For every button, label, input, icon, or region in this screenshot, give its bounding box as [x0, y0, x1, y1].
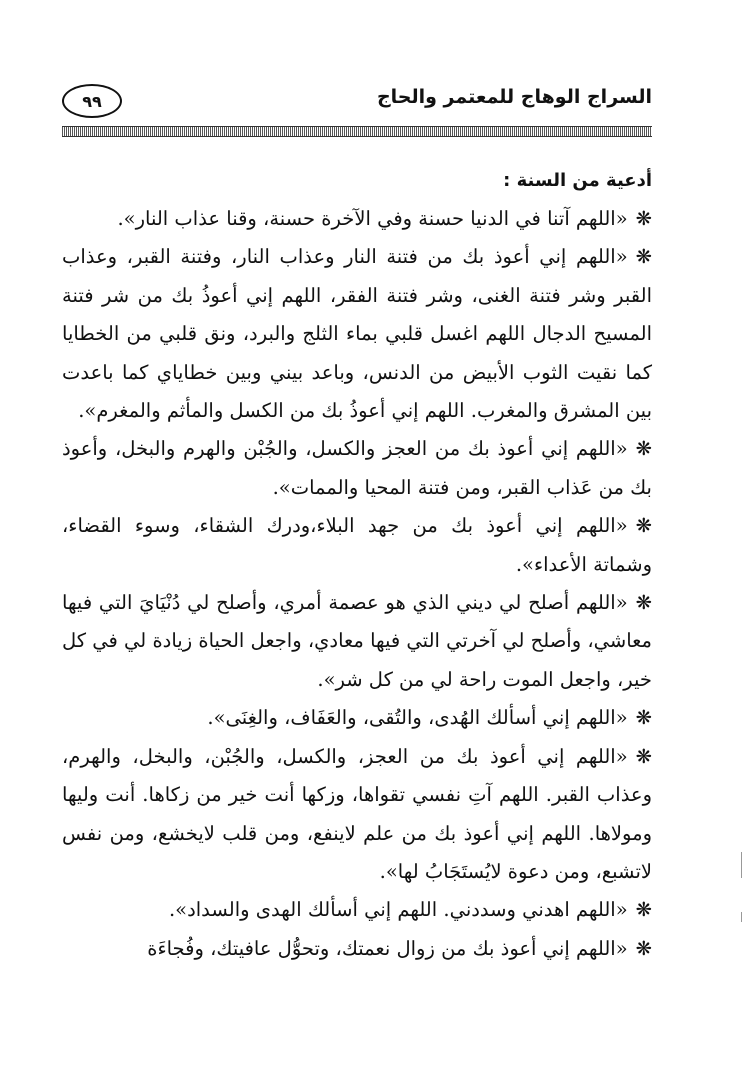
dua-entry [62, 738, 652, 892]
dua-entry [62, 430, 652, 507]
page-header [62, 84, 652, 124]
page-body [62, 162, 652, 968]
bullet-star-icon: ❋ [635, 898, 652, 922]
dua-text: «اللهم أصلح لي ديني الذي هو عصمة أمري، وأصلح لي دُنْيَايَ التي فيها معاشي، وأصلح لي آخرتي التي فيها معادي، واجعل الحياة زيادة لي في كل خير، واجعل الموت راحة لي من كل شر». [62, 591, 652, 691]
dua-entry [62, 584, 652, 699]
dua-entry [62, 238, 652, 430]
dua-text: «اللهم إني أعوذ بك من فتنة النار وعذاب النار، وفتنة القبر، وعذاب القبر وشر فتنة الغنى، وشر فتنة الفقر، اللهم إني أعوذُ بك من شر فتنة المسيح الدجال اللهم اغسل قلبي بماء الثلج والبرد، ونق قلبي من الخطايا كما نقيت الثوب الأبيض من الدنس، وباعد بيني وبين خطاياي كما باعدت بين المشرق والمغرب. اللهم إني أعوذُ بك من الكسل والمأثم والمغرم». [62, 245, 652, 423]
dua-text: «اللهم آتنا في الدنيا حسنة وفي الآخرة حسنة، وقنا عذاب النار». [117, 207, 628, 230]
scan-edge-mark [741, 852, 742, 878]
book-title: السراج الوهاج للمعتمر والحاج [376, 86, 652, 108]
dua-entry [62, 930, 652, 968]
bullet-star-icon: ❋ [635, 744, 652, 768]
dua-text: «اللهم إني أسألك الهُدى، والتُقى، والعَفَاف، والغِنَى». [207, 706, 628, 730]
bullet-star-icon: ❋ [635, 207, 652, 230]
bullet-star-icon: ❋ [635, 591, 652, 615]
dua-text: «اللهم إني أعوذ بك من العجز، والكسل، والجُبْن، والبخل، والهرم، وعذاب القبر. اللهم آتِ نفسي تقواها، وزكها أنت خير من زكاها. أنت وليها ومولاها. اللهم إني أعوذ بك من علم لاينفع، ومن قلب لايخشع، ومن نفس لاتشبع، ومن دعوة لايُستَجَابُ لها». [62, 744, 652, 883]
header-divider [62, 126, 652, 137]
bullet-star-icon: ❋ [635, 936, 652, 960]
scan-edge-mark [741, 912, 742, 922]
page-number-badge: ٩٩ [62, 84, 122, 118]
dua-entry [62, 507, 652, 584]
bullet-star-icon: ❋ [635, 437, 652, 461]
dua-text: «اللهم إني أعوذ بك من زوال نعمتك، وتحوُّل عافيتك، وفُجاءَة [147, 936, 628, 960]
dua-entry [62, 699, 652, 737]
bullet-star-icon: ❋ [635, 245, 652, 269]
dua-text: «اللهم اهدني وسددني. اللهم إني أسألك الهدى والسداد». [168, 898, 628, 922]
dua-entry [62, 200, 652, 238]
dua-text: «اللهم إني أعوذ بك من جهد البلاء،ودرك الشقاء، وسوء القضاء، وشماتة الأعداء». [62, 514, 652, 576]
bullet-star-icon: ❋ [635, 514, 652, 538]
section-title: أدعية من السنة : [503, 170, 652, 191]
dua-entry [62, 891, 652, 929]
dua-text: «اللهم إني أعوذ بك من العجز والكسل، والجُبْن والهرم والبخل، وأعوذ بك من عَذاب القبر، ومن فتنة المحيا والممات». [62, 437, 652, 499]
bullet-star-icon: ❋ [635, 706, 652, 730]
